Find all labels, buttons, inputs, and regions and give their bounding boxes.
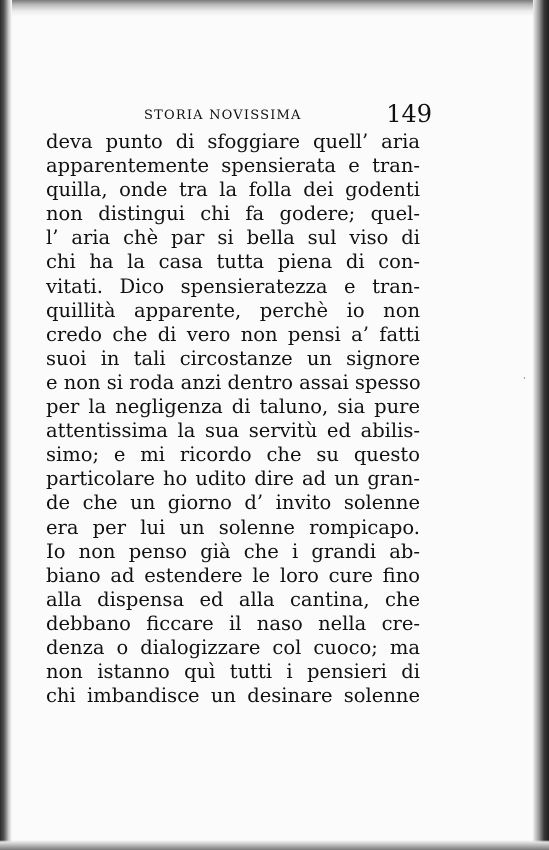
page-header (46, 100, 436, 134)
text-line: simo; e mi ricordo che su questo (46, 443, 420, 467)
text-line: non distingui chi fa godere; quel- (46, 202, 420, 226)
text-line: e non si roda anzi dentro assai spesso (46, 370, 421, 394)
text-line: quillità apparente, perchè io non (46, 298, 420, 322)
text-line: debbano ficcare il naso nella cre- (46, 611, 420, 635)
text-line: credo che di vero non pensi a’ fatti (46, 322, 420, 346)
text-line: Io non penso già che i grandi ab- (46, 539, 420, 563)
text-line: chi ha la casa tutta piena di con- (46, 250, 420, 274)
running-head: STORIA NOVISSIMA (144, 108, 302, 123)
text-line: biano ad estendere le loro cure fino (46, 563, 420, 587)
page-right-edge-shadow (533, 0, 549, 850)
text-line: particolare ho udito dire ad un gran- (46, 467, 420, 491)
text-line: quilla, onde tra la folla dei godenti (46, 178, 420, 202)
page-binding-edge (0, 0, 12, 850)
text-line: apparentemente spensierata e tran- (46, 154, 420, 178)
page-number: 149 (386, 100, 432, 128)
text-line: non istanno quì tutti i pensieri di (46, 660, 420, 684)
text-line: alla dispensa ed alla cantina, che (46, 587, 420, 611)
page-bottom-edge-shadow (0, 840, 549, 850)
ink-speck: · (523, 374, 526, 384)
text-line: attentissima la sua servitù ed abilis- (46, 419, 420, 443)
text-line: chi imbandisce un desinare solenne (46, 684, 420, 708)
text-line: l’ aria chè par si bella sul viso di (46, 226, 420, 250)
text-line: era per lui un solenne rompicapo. (46, 515, 420, 539)
text-line: de che un giorno d’ invito solenne (46, 491, 420, 515)
text-line: deva punto di sfoggiare quell’ aria (46, 130, 420, 153)
text-line: vitati. Dico spensieratezza e tran- (46, 274, 420, 298)
text-line: denza o dialogizzare col cuoco; ma (46, 635, 420, 659)
page-top-edge-shadow (0, 0, 549, 16)
body-text (46, 130, 420, 708)
text-line: per la negligenza di taluno, sia pure (46, 395, 420, 419)
text-line: suoi in tali circostanze un signore (46, 346, 420, 370)
